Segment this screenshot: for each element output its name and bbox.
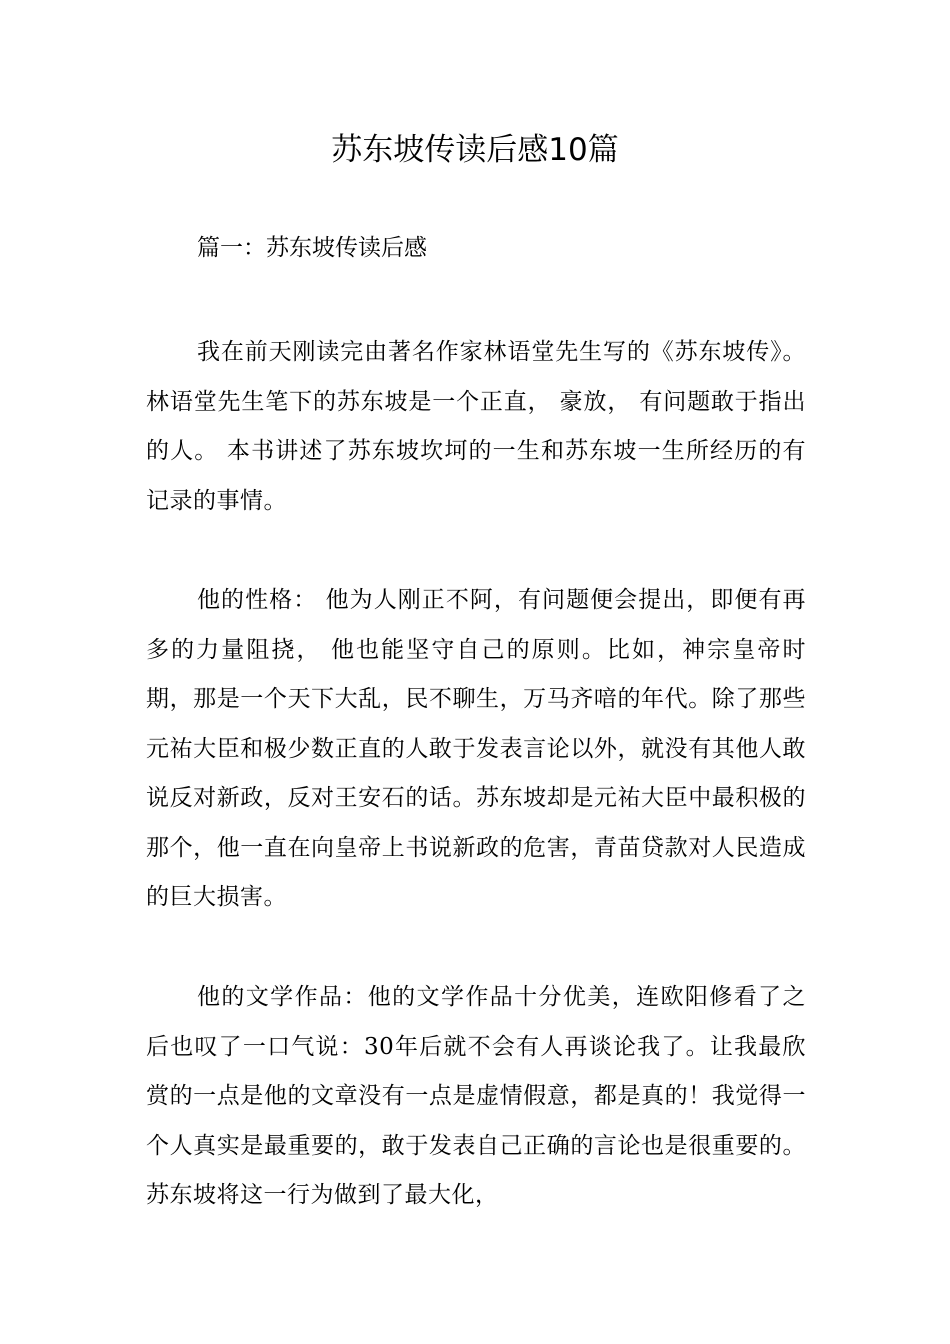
paragraph-character: 他的性格： 他为人刚正不阿，有问题便会提出，即便有再多的力量阻挠， 他也能坚守自己的原则。比如，神宗皇帝时期，那是一个天下大乱，民不聊生，万马齐喑的年代。除了那些元祐大臣和极少数正直的人敢于发表言论以外，就没有其他人敢说反对新政，反对王安石的话。苏东坡却是元祐大臣中最积极的那个，他一直在向皇帝上书说新政的危害，青苗贷款对人民造成的巨大损害。: [146, 587, 806, 910]
section-heading: 篇一：苏东坡传读后感: [197, 235, 427, 261]
document-title: 苏东坡传读后感10篇: [331, 132, 619, 168]
paragraph-intro: 我在前天刚读完由著名作家林语堂先生写的《苏东坡传》。 林语堂先生笔下的苏东坡是一个正直， 豪放， 有问题敢于指出的人。 本书讲述了苏东坡坎坷的一生和苏东坡一生所经历的有记录的事情。: [146, 339, 806, 514]
paragraph-literature: 他的文学作品：他的文学作品十分优美，连欧阳修看了之后也叹了一口气说：30年后就不会有人再谈论我了。让我最欣赏的一点是他的文章没有一点是虚情假意，都是真的！我觉得一个人真实是最重要的，敢于发表自己正确的言论也是很重要的。苏东坡将这一行为做到了最大化，: [146, 984, 806, 1208]
